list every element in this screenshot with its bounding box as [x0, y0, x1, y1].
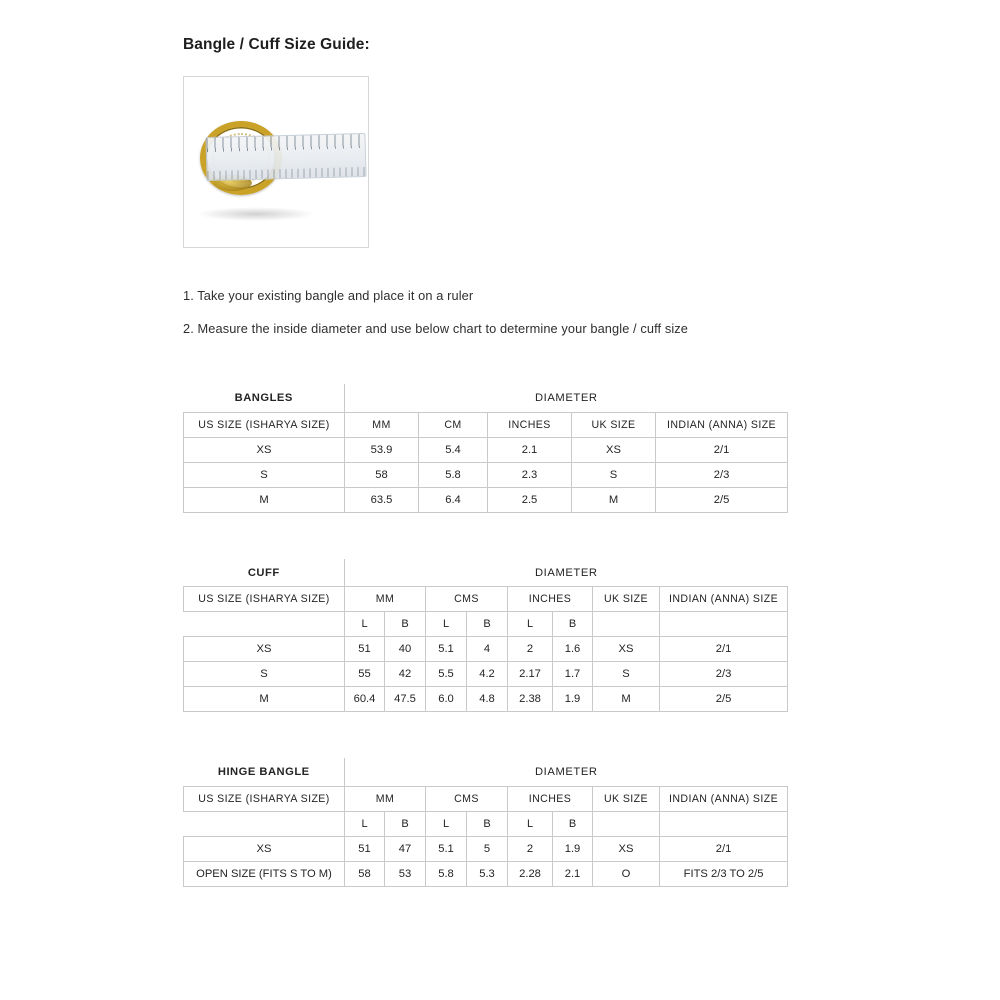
cell-inches: 2.3 [488, 462, 572, 487]
table-subheader-row [184, 612, 788, 637]
photo-shadow [196, 207, 316, 221]
cell-indian-size: 2/1 [656, 437, 788, 462]
subheader-length: L [345, 811, 385, 836]
subheader-blank [184, 811, 345, 836]
cell-indian-size: 2/1 [660, 836, 788, 861]
caption-right: DIAMETER [534, 392, 598, 405]
cell-inches-l: 2.17 [508, 662, 553, 687]
column-header: US SIZE (ISHARYA SIZE) [184, 786, 345, 811]
cell-cms-l: 5.8 [426, 861, 467, 886]
table-header-row [184, 412, 788, 437]
cell-inches: 2.1 [488, 437, 572, 462]
cell-us-size: OPEN SIZE (FITS S TO M) [184, 861, 345, 886]
cell-cms-b: 4.8 [467, 687, 508, 712]
caption-left: BANGLES [184, 384, 345, 412]
cell-indian-size: 2/5 [656, 487, 788, 512]
cell-uk-size: XS [593, 836, 660, 861]
cell-inches-l: 2 [508, 836, 553, 861]
subheader-blank [660, 612, 788, 637]
cell-inches: 2.5 [488, 487, 572, 512]
cell-mm-b: 47 [385, 836, 426, 861]
table-row [184, 687, 788, 712]
cell-uk-size: S [593, 662, 660, 687]
cell-mm-l: 58 [345, 861, 385, 886]
cell-indian-size: 2/3 [660, 662, 788, 687]
cell-inches-b: 1.9 [553, 836, 593, 861]
column-header: INCHES [488, 412, 572, 437]
column-header: CMS [426, 587, 508, 612]
cell-mm-b: 53 [385, 861, 426, 886]
column-header: MM [345, 412, 419, 437]
table-row [184, 662, 788, 687]
cell-inches-l: 2.28 [508, 861, 553, 886]
cell-cms-l: 5.1 [426, 836, 467, 861]
instruction-step: 1. Take your existing bangle and place it on a ruler [183, 288, 474, 303]
column-header: INCHES [508, 587, 593, 612]
cell-us-size: XS [184, 836, 345, 861]
cell-mm-b: 40 [385, 637, 426, 662]
subheader-breadth: B [467, 811, 508, 836]
cell-cms-b: 5 [467, 836, 508, 861]
instruction-step: 2. Measure the inside diameter and use below chart to determine your bangle / cuff size [183, 321, 688, 337]
subheader-blank [184, 612, 345, 637]
subheader-length: L [345, 612, 385, 637]
cell-cms-l: 5.1 [426, 637, 467, 662]
table-header-row [184, 786, 788, 811]
content-column [183, 0, 803, 887]
bangles-table-block [183, 384, 803, 513]
cell-cms-b: 5.3 [467, 861, 508, 886]
cell-inches-b: 1.9 [553, 687, 593, 712]
hinge-bangle-table [183, 758, 788, 887]
cell-cms-b: 4.2 [467, 662, 508, 687]
column-header: MM [345, 587, 426, 612]
table-caption-row [184, 758, 788, 786]
cell-uk-size: XS [572, 437, 656, 462]
cell-indian-size: 2/3 [656, 462, 788, 487]
cell-inches-l: 2 [508, 637, 553, 662]
ruler-ticks-top [206, 134, 364, 152]
table-row [184, 637, 788, 662]
subheader-breadth: B [385, 811, 426, 836]
cell-us-size: M [184, 687, 345, 712]
bangle-measurement-photo [183, 76, 369, 248]
cell-mm-l: 51 [345, 836, 385, 861]
cell-mm-l: 51 [345, 637, 385, 662]
column-header: MM [345, 786, 426, 811]
column-header: UK SIZE [572, 412, 656, 437]
table-row [184, 487, 788, 512]
cell-mm: 58 [345, 462, 419, 487]
column-header: INCHES [508, 786, 593, 811]
cell-mm-l: 60.4 [345, 687, 385, 712]
cell-mm: 53.9 [345, 437, 419, 462]
cell-uk-size: M [572, 487, 656, 512]
subheader-length: L [508, 811, 553, 836]
page-title: Bangle / Cuff Size Guide: [183, 36, 370, 53]
cell-inches-b: 2.1 [553, 861, 593, 886]
caption-left: HINGE BANGLE [184, 758, 345, 786]
table-caption-row [184, 559, 788, 587]
table-subheader-row [184, 811, 788, 836]
table-caption-row [184, 384, 788, 412]
column-header: US SIZE (ISHARYA SIZE) [184, 412, 345, 437]
table-row [184, 462, 788, 487]
column-header: CMS [426, 786, 508, 811]
caption-right: DIAMETER [535, 566, 598, 579]
subheader-breadth: B [467, 612, 508, 637]
subheader-breadth: B [385, 612, 426, 637]
table-header-row [184, 587, 788, 612]
cell-cm: 5.8 [419, 462, 488, 487]
instructions-list [183, 286, 803, 338]
caption-right: DIAMETER [535, 766, 598, 779]
cell-us-size: XS [184, 637, 345, 662]
caption-left: CUFF [184, 559, 345, 587]
cell-cms-l: 5.5 [426, 662, 467, 687]
cell-us-size: S [184, 662, 345, 687]
table-row [184, 861, 788, 886]
cuff-table-block [183, 559, 803, 713]
cell-indian-size: FITS 2/3 TO 2/5 [660, 861, 788, 886]
subheader-blank [593, 811, 660, 836]
cuff-table [183, 559, 788, 713]
cell-inches-b: 1.7 [553, 662, 593, 687]
subheader-breadth: B [553, 811, 593, 836]
subheader-blank [593, 612, 660, 637]
photo-background [184, 77, 368, 247]
column-header: UK SIZE [593, 587, 660, 612]
column-header: INDIAN (ANNA) SIZE [656, 412, 788, 437]
subheader-length: L [426, 612, 467, 637]
column-header: INDIAN (ANNA) SIZE [660, 786, 788, 811]
cell-mm-b: 47.5 [385, 687, 426, 712]
cell-cms-l: 6.0 [426, 687, 467, 712]
subheader-length: L [508, 612, 553, 637]
cell-us-size: S [184, 462, 345, 487]
hinge-bangle-table-block [183, 758, 803, 887]
subheader-blank [660, 811, 788, 836]
cell-mm-l: 55 [345, 662, 385, 687]
cell-us-size: XS [184, 437, 345, 462]
cell-inches-b: 1.6 [553, 637, 593, 662]
cell-inches-l: 2.38 [508, 687, 553, 712]
column-header: CM [419, 412, 488, 437]
cell-uk-size: O [593, 861, 660, 886]
cell-indian-size: 2/5 [660, 687, 788, 712]
bangles-table [183, 384, 788, 513]
cell-cm: 5.4 [419, 437, 488, 462]
subheader-length: L [426, 811, 467, 836]
cell-mm-b: 42 [385, 662, 426, 687]
table-row [184, 836, 788, 861]
subheader-breadth: B [553, 612, 593, 637]
cell-uk-size: S [572, 462, 656, 487]
cell-indian-size: 2/1 [660, 637, 788, 662]
table-row [184, 437, 788, 462]
cell-cm: 6.4 [419, 487, 488, 512]
column-header: UK SIZE [593, 786, 660, 811]
cell-uk-size: XS [593, 637, 660, 662]
ruler-icon [205, 133, 366, 181]
cell-uk-size: M [593, 687, 660, 712]
cell-us-size: M [184, 487, 345, 512]
column-header: INDIAN (ANNA) SIZE [660, 587, 788, 612]
ruler-ticks-bottom [207, 167, 365, 180]
column-header: US SIZE (ISHARYA SIZE) [184, 587, 345, 612]
cell-cms-b: 4 [467, 637, 508, 662]
cell-mm: 63.5 [345, 487, 419, 512]
